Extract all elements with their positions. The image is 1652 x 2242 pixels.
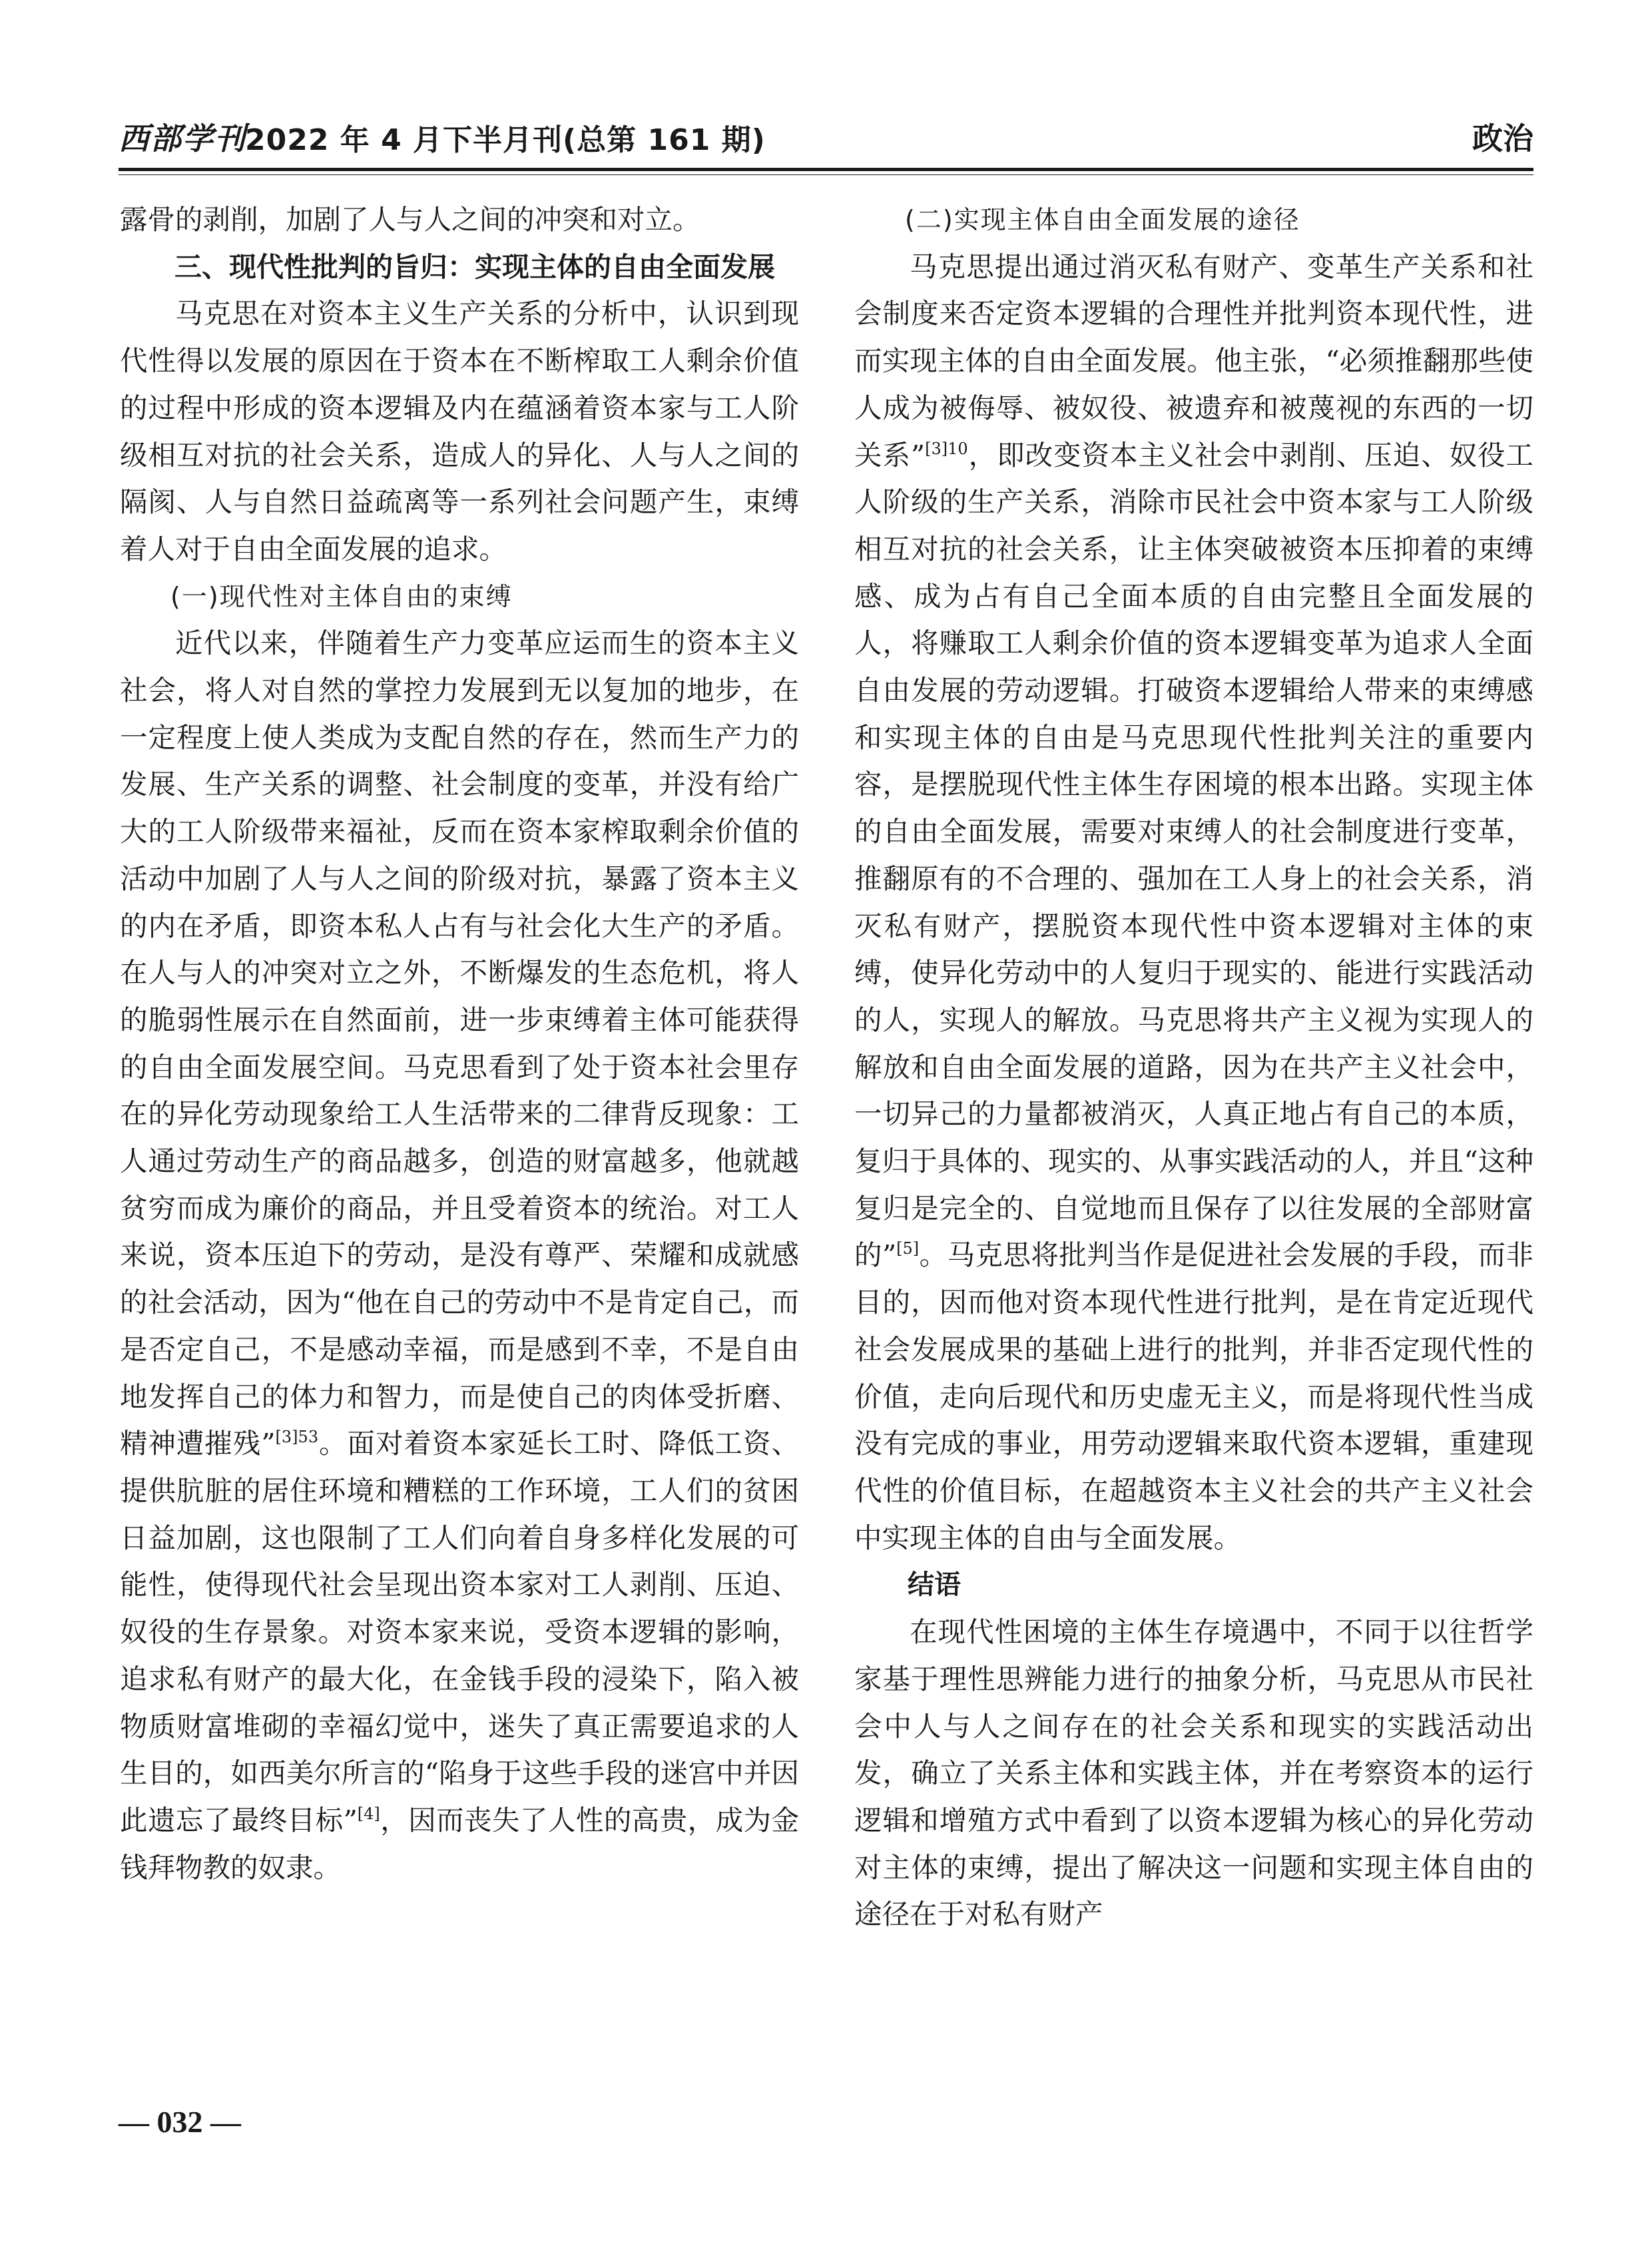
citation: [4]: [357, 1804, 380, 1823]
paragraph-text: 。马克思将批判当作是促进社会发展的手段，而非目的，因而他对资本现代性进行批判，是在肯定近现代社会发展成果的基础上进行的批判，并非否定现代性的价值，走向后现代和历史虚无主义，而是将现代性当成没有完成的事业，用劳动逻辑来取代资本逻辑，重建现代性的价值目标，在超越资本主义社会的共产主义社会中实现主体的自由与全面发展。: [854, 1239, 1533, 1554]
paragraph-text: 近代以来，伴随着生产力变革应运而生的资本主义社会，将人对自然的掌控力发展到无以复加的地步，在一定程度上使人类成为支配自然的存在，然而生产力的发展、生产关系的调整、社会制度的变革，并没有给广大的工人阶级带来福祉，反而在资本家榨取剩余价值的活动中加剧了人与人之间的阶级对抗，暴露了资本主义的内在矛盾，即资本私人占有与社会化大生产的矛盾。在人与人的冲突对立之外，不断爆发的生态危机，将人的脆弱性展示在自然面前，进一步束缚着主体可能获得的自由全面发展空间。马克思看到了处于资本社会里存在的异化劳动现象给工人生活带来的二律背反现象：工人通过劳动生产的商品越多，创造的财富越多，他就越贫穷而成为廉价的商品，并且受着资本的统治。对工人来说，资本压迫下的劳动，是没有尊严、荣耀和成就感的社会活动，因为“他在自己的劳动中不是肯定自己，而是否定自己，不是感动幸福，而是感到不幸，不是自由地发挥自己的体力和智力，而是使自己的肉体受折磨、精神遭摧残”: [120, 627, 799, 1460]
citation: [3]53: [275, 1428, 319, 1447]
header-rule-thick: [119, 168, 1533, 171]
paragraph: 马克思在对资本主义生产关系的分析中，认识到现代性得以发展的原因在于资本在不断榨取工人剩余价值的过程中形成的资本逻辑及内在蕴涵着资本家与工人阶级相互对抗的社会关系，造成人的异化、人与人之间的隔阂、人与自然日益疏离等一系列社会问题产生，束缚着人对于自由全面发展的追求。: [120, 297, 799, 565]
paragraph-text: 马克思提出通过消灭私有财产、变革生产关系和社会制度来否定资本逻辑的合理性并批判资本现代性，进而实现主体的自由全面发展。他主张，“必须推翻那些使人成为被侮辱、被奴役、被遗弃和被蔑视的东西的一切关系”: [854, 250, 1533, 471]
page-number: — 032 —: [119, 2105, 241, 2139]
issue-info: 2022 年 4 月下半月刊(总第 161 期): [245, 123, 766, 157]
header-rule-thin: [119, 174, 1533, 175]
right-column: [854, 196, 1533, 1938]
conclusion-heading: 结语: [908, 1569, 961, 1601]
section-heading: 三、现代性批判的旨归：实现主体的自由全面发展: [174, 250, 775, 283]
paragraph: [120, 620, 799, 1891]
journal-logo: 西部学刊: [119, 121, 246, 156]
paragraph-text: ，即改变资本主义社会中剥削、压迫、奴役工人阶级的生产关系，消除市民社会中资本家与工人阶级相互对抗的社会关系，让主体突破被资本压抑着的束缚感、成为占有自己全面本质的自由完整且全面发展的人，将赚取工人剩余价值的资本逻辑变革为追求人全面自由发展的劳动逻辑。打破资本逻辑给人带来的束缚感和实现主体的自由是马克思现代性批判关注的重要内容，是摆脱现代性主体生存困境的根本出路。实现主体的自由全面发展，需要对束缚人的社会制度进行变革，推翻原有的不合理的、强加在工人身上的社会关系，消灭私有财产，摆脱资本现代性中资本逻辑对主体的束缚，使异化劳动中的人复归于现实的、能进行实践活动的人，实现人的解放。马克思将共产主义视为实现人的解放和自由全面发展的道路，因为在共产主义社会中，一切异己的力量都被消灭，人真正地占有自己的本质，复归于具体的、现实的、从事实践活动的人，并且“这种复归是完全的、自觉地而且保存了以往发展的全部财富的”: [854, 438, 1533, 1272]
paragraph-text: ，因而丧失了人性的高贵，成为金钱拜物教的奴隶。: [120, 1803, 799, 1884]
citation: [3]10: [925, 439, 968, 458]
paragraph: 在现代性困境的主体生存境遇中，不同于以往哲学家基于理性思辨能力进行的抽象分析，马克思从市民社会中人与人之间存在的社会关系和现实的实践活动出发，确立了关系主体和实践主体，并在考察资本的运行逻辑和增殖方式中看到了以资本逻辑为核心的异化劳动对主体的束缚，提出了解决这一问题和实现主体自由的途径在于对私有财产: [854, 1615, 1533, 1931]
paragraph-text: 。面对着资本家延长工时、降低工资、提供肮脏的居住环境和糟糕的工作环境，工人们的贫困日益加剧，这也限制了工人们向着自身多样化发展的可能性，使得现代社会呈现出资本家对工人剥削、压迫、奴役的生存景象。对资本家来说，受资本逻辑的影响，追求私有财产的最大化，在金钱手段的浸染下，陷入被物质财富堆砌的幸福幻觉中，迷失了真正需要追求的人生目的，如西美尔所言的“陷身于这些手段的迷宫中并因此遗忘了最终目标”: [120, 1427, 799, 1836]
section-name: 政治: [1472, 121, 1533, 156]
paragraph: 露骨的剥削，加剧了人与人之间的冲突和对立。: [120, 203, 700, 236]
subsection-heading: (二)实现主体自由全面发展的途径: [905, 205, 1300, 234]
left-column: [120, 196, 799, 1891]
citation: [5]: [896, 1239, 920, 1259]
paragraph: [854, 244, 1533, 1562]
header-bar: [119, 112, 1533, 158]
subsection-heading: (一)现代性对主体自由的束缚: [170, 581, 513, 611]
